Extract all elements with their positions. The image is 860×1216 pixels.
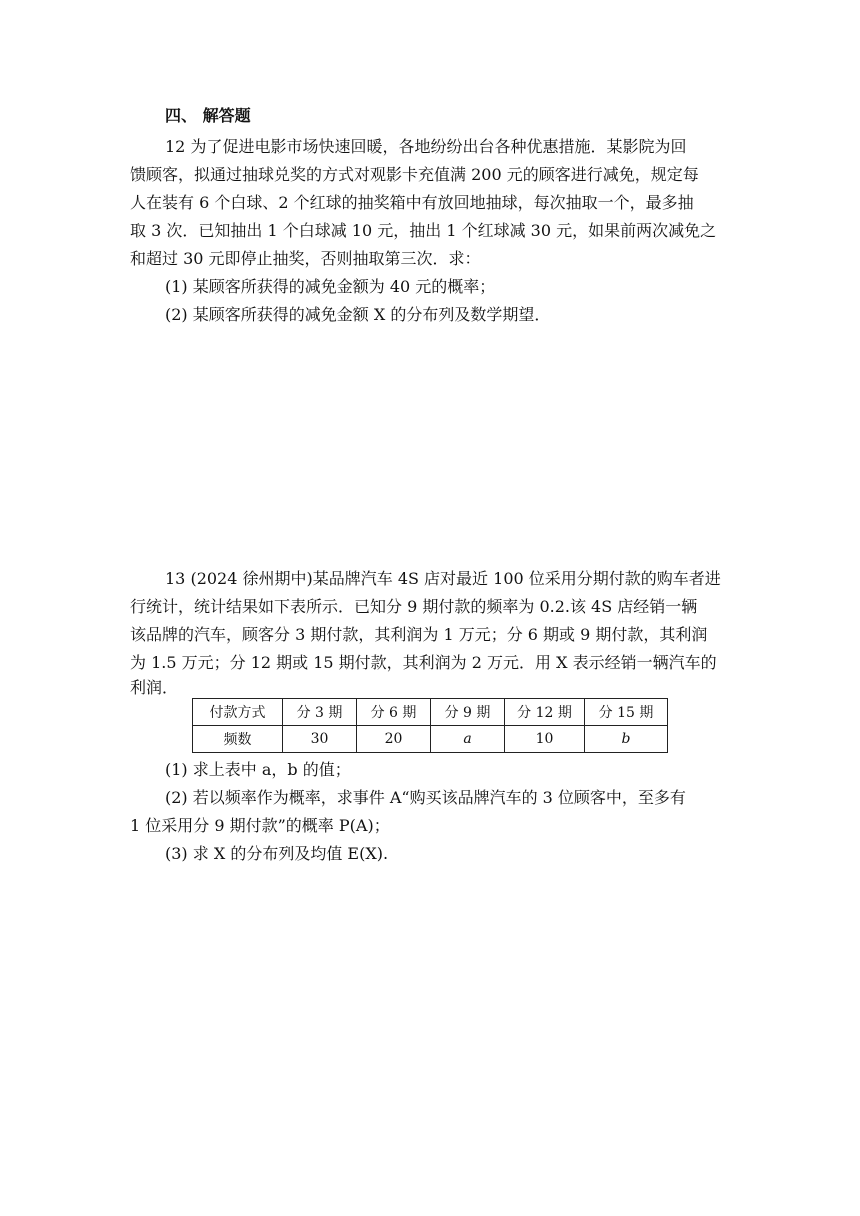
table-header-cell: 分 12 期 — [505, 699, 585, 726]
q13-subquestion-3: (3) 求 X 的分布列及均值 E(X). — [165, 844, 389, 863]
table-cell: 频数 — [193, 726, 283, 753]
q13-line-2: 行统计，统计结果如下表所示．已知分 9 期付款的频率为 0.2.该 4S 店经销一辆 — [130, 597, 698, 616]
q13-subquestion-2-line-1: (2) 若以频率作为概率，求事件 A“购买该品牌汽车的 3 位顾客中，至多有 — [165, 788, 686, 807]
q12-line-3: 人在装有 6 个白球、2 个红球的抽奖箱中有放回地抽球，每次抽取一个，最多抽 — [130, 193, 694, 212]
table-cell: b — [585, 726, 668, 753]
q13-line-4: 为 1.5 万元；分 12 期或 15 期付款，其利润为 2 万元．用 X 表示经销一辆汽车的 — [130, 653, 717, 672]
table-header-cell: 分 9 期 — [431, 699, 505, 726]
table-header-cell: 分 3 期 — [283, 699, 357, 726]
table-header-cell: 分 15 期 — [585, 699, 668, 726]
q13-subquestion-1: (1) 求上表中 a，b 的值； — [165, 760, 351, 779]
q13-line-1: 13 (2024 徐州期中)某品牌汽车 4S 店对最近 100 位采用分期付款的购车者进 — [165, 569, 721, 588]
table-cell: 20 — [357, 726, 431, 753]
section-heading: 四、 解答题 — [165, 106, 251, 125]
table-row — [193, 726, 668, 753]
q13-line-5: 利润． — [130, 678, 179, 697]
q13-subquestion-2-line-2: 1 位采用分 9 期付款”的概率 P(A)； — [130, 816, 390, 835]
q12-line-5: 和超过 30 元即停止抽奖，否则抽取第三次．求： — [130, 249, 481, 268]
q12-subquestion-1: (1) 某顾客所获得的减免金额为 40 元的概率； — [165, 277, 496, 296]
q12-subquestion-2: (2) 某顾客所获得的减免金额 X 的分布列及数学期望． — [165, 305, 551, 324]
table-header-cell: 付款方式 — [193, 699, 283, 726]
payment-frequency-table — [192, 698, 668, 753]
table-cell: 10 — [505, 726, 585, 753]
table-cell: 30 — [283, 726, 357, 753]
table-header-row — [193, 699, 668, 726]
q12-line-1: 12 为了促进电影市场快速回暖，各地纷纷出台各种优惠措施．某影院为回 — [165, 137, 687, 156]
q12-line-2: 馈顾客，拟通过抽球兑奖的方式对观影卡充值满 200 元的顾客进行减免，规定每 — [130, 165, 699, 184]
q12-line-4: 取 3 次．已知抽出 1 个白球减 10 元，抽出 1 个红球减 30 元，如果前两次减免之 — [130, 221, 717, 240]
table-header-cell: 分 6 期 — [357, 699, 431, 726]
table-cell: a — [431, 726, 505, 753]
q13-line-3: 该品牌的汽车，顾客分 3 期付款，其利润为 1 万元；分 6 期或 9 期付款，其利润 — [130, 625, 708, 644]
